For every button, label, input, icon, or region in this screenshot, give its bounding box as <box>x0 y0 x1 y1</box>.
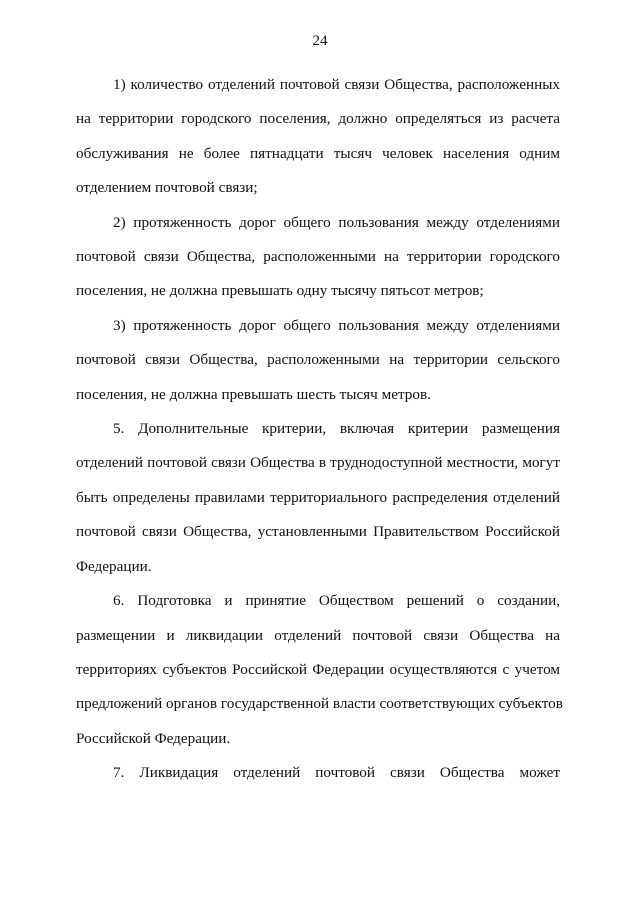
paragraph-line: 6. Подготовка и принятие Обществом решений о создании, <box>113 592 560 610</box>
paragraph-item-3 <box>76 309 560 412</box>
paragraph-section-6 <box>76 584 563 756</box>
paragraph-line: отделением почтовой связи; <box>76 179 258 197</box>
paragraph-line: быть определены правилами территориального распределения отделений <box>76 488 560 506</box>
paragraph-line: предложений органов государственной власти соответствующих субъектов <box>76 695 563 713</box>
paragraph-line: отделений почтовой связи Общества в труднодоступной местности, могут <box>76 454 560 472</box>
paragraph-line: 7. Ликвидация отделений почтовой связи Общества может <box>113 764 560 782</box>
paragraph-line: 3) протяженность дорог общего пользования между отделениями <box>113 316 560 334</box>
paragraph-line: размещении и ликвидации отделений почтовой связи Общества на <box>76 626 560 644</box>
paragraph-line: Российской Федерации. <box>76 729 231 747</box>
document-body <box>76 68 563 791</box>
paragraph-line: на территории городского поселения, должно определяться из расчета <box>76 110 560 128</box>
paragraph-line: почтовой связи Общества, расположенными на территории сельского <box>76 351 560 369</box>
page-number: 24 <box>312 33 328 49</box>
paragraph-line: поселения, не должна превышать шесть тысяч метров. <box>76 385 431 403</box>
paragraph-line: 2) протяженность дорог общего пользования между отделениями <box>113 213 560 231</box>
paragraph-line: 1) количество отделений почтовой связи Общества, расположенных <box>113 76 560 93</box>
paragraph-line: территориях субъектов Российской Федерации осуществляются с учетом <box>76 660 560 678</box>
paragraph-section-7 <box>76 756 560 790</box>
paragraph-line: почтовой связи Общества, расположенными на территории городского <box>76 248 560 266</box>
paragraph-item-1 <box>76 68 560 206</box>
paragraph-line: почтовой связи Общества, установленными Правительством Российской <box>76 523 560 541</box>
paragraph-section-5 <box>76 412 560 584</box>
paragraph-line: Федерации. <box>76 557 152 575</box>
paragraph-line: 5. Дополнительные критерии, включая критерии размещения <box>113 420 560 438</box>
paragraph-item-2 <box>76 206 560 309</box>
paragraph-line: обслуживания не более пятнадцати тысяч человек населения одним <box>76 144 560 162</box>
paragraph-line: поселения, не должна превышать одну тысячу пятьсот метров; <box>76 282 484 300</box>
